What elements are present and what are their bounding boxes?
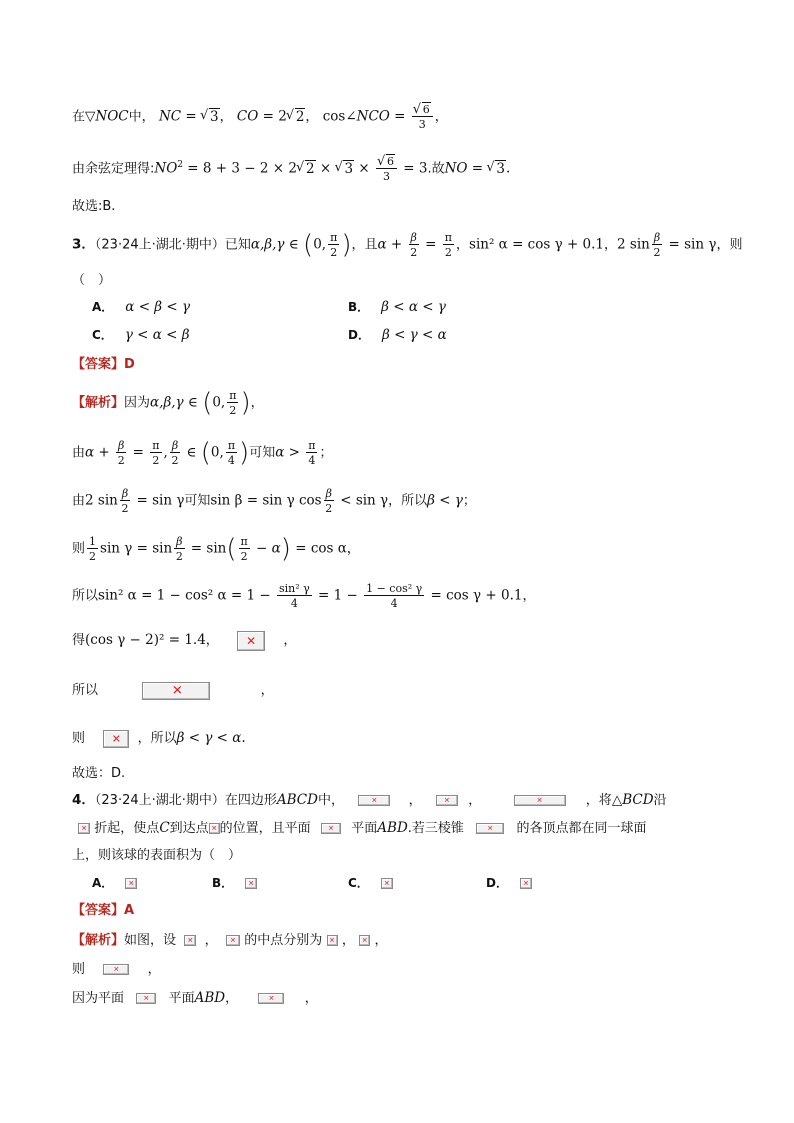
question-4-stem-line-1: 4．（23·24上·湖北·期中）在四边形ABCD中， ✕ ， ✕ ， ✕ ，将△BCD沿 bbox=[72, 792, 667, 808]
option-c[interactable]: C． γ < α < β bbox=[92, 327, 190, 343]
answer-label-4: 【答案】A bbox=[72, 903, 135, 918]
option-4-a[interactable]: A． ✕ bbox=[92, 874, 137, 891]
broken-image-icon: ✕ bbox=[103, 964, 129, 975]
broken-image-icon: ✕ bbox=[327, 935, 338, 946]
broken-image-icon: ✕ bbox=[321, 823, 341, 834]
solution-line-4: 则 $\frac{1}{2}$ sin γ = sin $\frac{\beta}{2}$ = sin( $\frac{\pi}{2}$ − α) = cos α， bbox=[72, 534, 360, 564]
solution-line-7: 所以 ✕ ， bbox=[72, 683, 274, 698]
fraction: √ $\frac{6}{3}$ bbox=[412, 104, 433, 130]
solution-line-2: 由α + $\frac{\beta}{2}$ = $\frac{\pi}{2}$ , $\frac{\beta}{2}$ ∈ (0, $\frac{\pi}{4}$ )可知α > $\frac{\pi}{4}$ ； bbox=[72, 438, 333, 468]
solution-line-cosine-given: 在▽NOC中， NC = √ 3， CO = 2√ 2， cos∠NCO = √ $\frac{6}{3}$ ， bbox=[72, 104, 448, 130]
answer-choice-b: 故选:B. bbox=[72, 199, 116, 214]
broken-image-icon: ✕ bbox=[226, 935, 240, 946]
option-4-c[interactable]: C． ✕ bbox=[348, 874, 393, 891]
broken-image-icon: ✕ bbox=[381, 878, 393, 889]
broken-image-icon: ✕ bbox=[184, 935, 196, 946]
broken-image-icon: ✕ bbox=[358, 795, 390, 806]
solution-4-line-2: 则 ✕ ， bbox=[72, 962, 161, 977]
broken-image-icon: ✕ bbox=[359, 935, 370, 946]
broken-image-icon: ✕ bbox=[78, 823, 90, 834]
question-3-stem: 3．（23·24上·湖北·期中）已知α,β,γ ∈ (0, $\frac{\pi}{2}$ )，且α + $\frac{\beta}{2}$ = $\frac{\pi}{2}$ ，sin² α = cos γ + 0.1，2 sin $\frac{\beta}{2}$ = sin γ，则 bbox=[72, 230, 743, 260]
option-4-b[interactable]: B． ✕ bbox=[212, 874, 257, 891]
question-3-paren: （ ） bbox=[72, 273, 112, 288]
option-b[interactable]: B． β < α < γ bbox=[348, 299, 446, 315]
broken-image-icon: ✕ bbox=[258, 993, 284, 1004]
answer-label: 【答案】D bbox=[72, 357, 135, 372]
broken-image-icon: ✕ bbox=[245, 878, 257, 889]
broken-image-icon: ✕ bbox=[514, 795, 566, 806]
option-d[interactable]: D． β < γ < α bbox=[348, 327, 447, 343]
solution-4-line-1: 【解析】如图，设 ✕ ， ✕ 的中点分别为 ✕ ， ✕ ， bbox=[72, 933, 388, 948]
broken-image-icon: ✕ bbox=[136, 993, 156, 1004]
question-4-stem-line-2: ✕ 折起，使点C到达点 ✕ 的位置，且平面 ✕ 平面ABD.若三棱锥 ✕ 的各顶点都在同一球面 bbox=[72, 818, 647, 839]
solution-line-1: 【解析】因为α,β,γ ∈ (0, $\frac{\pi}{2}$ )， bbox=[72, 388, 264, 418]
broken-image-icon: ✕ bbox=[436, 795, 458, 806]
option-a[interactable]: A． α < β < γ bbox=[92, 299, 191, 315]
sqrt-symbol: √ 3 bbox=[201, 107, 220, 127]
solution-line-8: 则 ✕ ，所以β < γ < α. bbox=[72, 730, 246, 746]
solution-line-6: 得(cos γ − 2)² = 1.4， ✕ ， bbox=[72, 630, 296, 651]
solution-line-law-of-cosines: 由余弦定理得$:NO^2 = 8 + 3 - 2 \times 2√$ 2 × √ 3 × √ $\frac{6}{3}$ = 3.故NO = √ 3. bbox=[72, 155, 510, 182]
solution-4-line-3: 因为平面 ✕ 平面ABD， ✕ ， bbox=[72, 990, 318, 1006]
broken-image-icon: ✕ bbox=[125, 878, 137, 889]
question-4-stem-line-3: 上，则该球的表面积为（ ） bbox=[72, 848, 242, 863]
solution-line-5: 所以sin² α = 1 − cos² α = 1 − $\frac{\text{sin² γ}}{4}$ = 1 − $\frac{\text{1 − cos² γ}}{4}$ = cos γ + 0.1， bbox=[72, 582, 536, 610]
option-4-d[interactable]: D． ✕ bbox=[486, 874, 532, 891]
broken-image-icon: ✕ bbox=[142, 682, 210, 700]
broken-image-icon: ✕ bbox=[209, 823, 220, 834]
solution-line-3: 由2 sin $\frac{\beta}{2}$ = sin γ可知sin β = sin γ cos $\frac{\beta}{2}$ < sin γ，所以β < γ； bbox=[72, 487, 476, 515]
broken-image-icon: ✕ bbox=[520, 878, 532, 889]
broken-image-icon: ✕ bbox=[237, 631, 265, 651]
answer-choice-d: 故选：D. bbox=[72, 766, 126, 781]
broken-image-icon: ✕ bbox=[476, 823, 504, 834]
broken-image-icon: ✕ bbox=[103, 730, 129, 748]
